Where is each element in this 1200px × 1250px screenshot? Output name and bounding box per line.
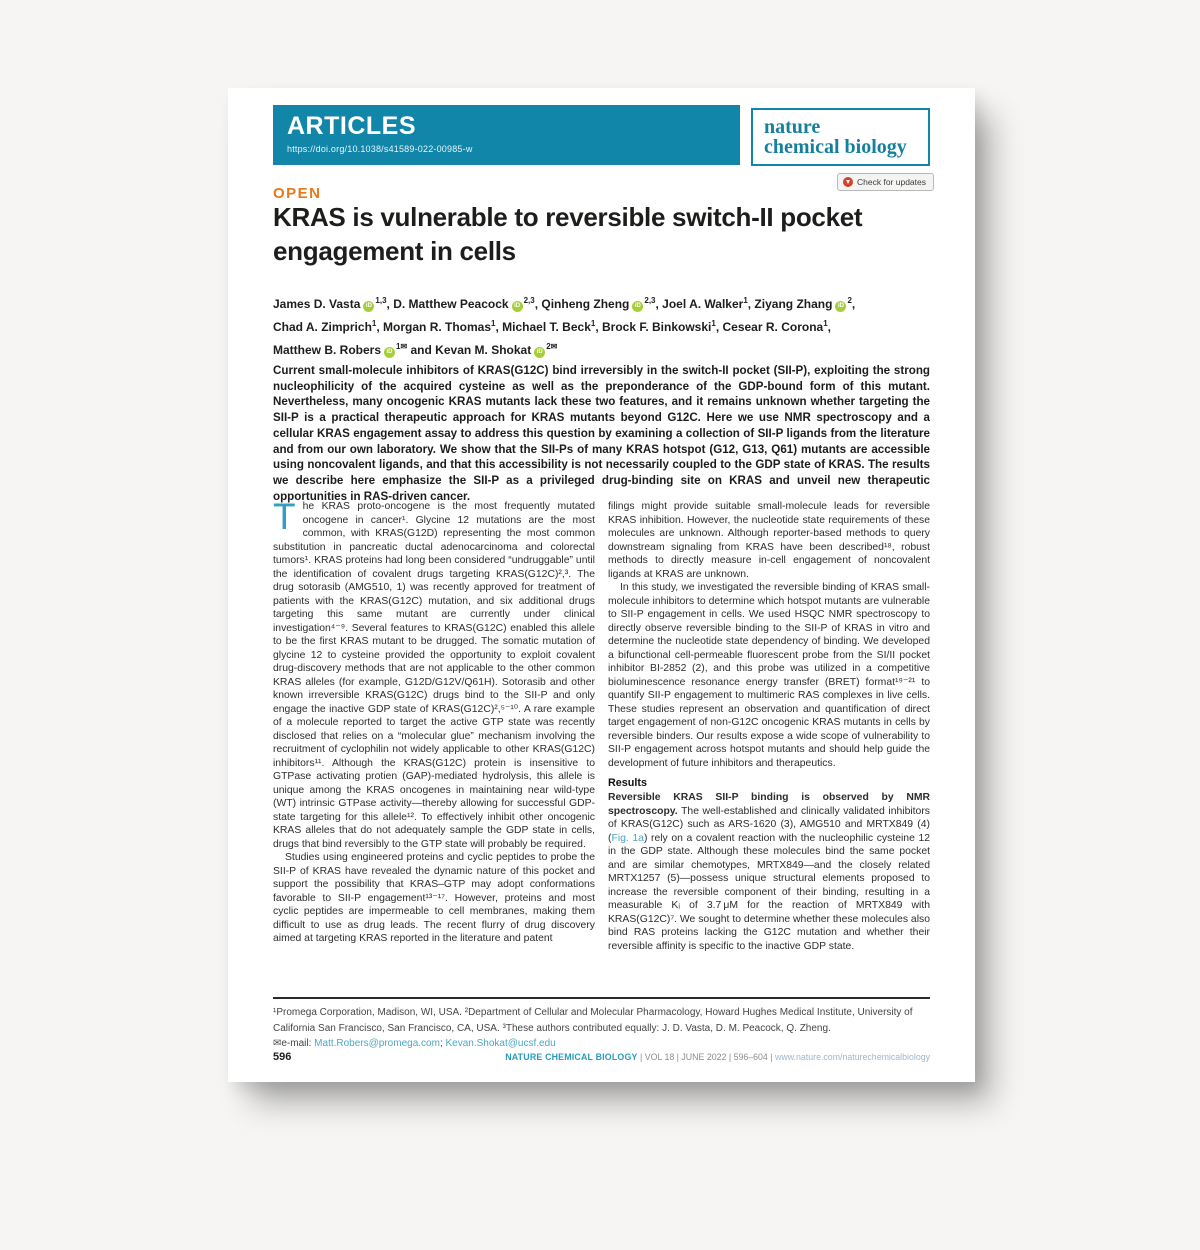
article-page bbox=[228, 88, 975, 1082]
author-name-text: , Brock F. Binkowski bbox=[595, 320, 712, 334]
drop-cap: T bbox=[273, 500, 296, 537]
author-superscript: 1 bbox=[711, 319, 716, 328]
orcid-icon[interactable]: iD bbox=[363, 301, 374, 312]
check-for-updates-label: Check for updates bbox=[857, 177, 926, 187]
author-name-text: , Ziyang Zhang bbox=[747, 297, 833, 311]
author-name-text: Matthew B. Robers bbox=[273, 343, 382, 357]
footnote-divider bbox=[273, 997, 930, 999]
affiliations-text: ¹Promega Corporation, Madison, WI, USA. ²Department of Cellular and Molecular Pharmacology, Howard Hughes Medical Institute, University of California San Francisco, San Francisco, CA, USA. ³These authors contributed equally: J. D. Vasta, D. M. Peacock, Q. Zheng. bbox=[273, 1007, 913, 1034]
paragraph-results bbox=[608, 791, 930, 953]
body-column-right bbox=[608, 500, 930, 997]
figure-1a-link[interactable]: Fig. 1a bbox=[611, 832, 644, 844]
page-footer bbox=[273, 1051, 930, 1063]
paragraph-this-study: In this study, we investigated the reversible binding of KRAS small-molecule inhibitors to determine which hotspot mutants are vulnerable to SII-P engagement in cells. We used HSQC NMR spectroscopy to directly observe reversible binding to the SII-P of KRAS in vitro and determine the nucleotide state dependency of binding. We developed a bifunctional cell-permeable fluorescent probe from the SI/II pocket inhibitor BI-2852 (2), and this probe was utilized in a competitive bioluminescence resonance energy transfer (BRET) format¹⁹⁻²¹ to quantify SII-P engagement to multimeric RAS complexes in live cells. These studies represent an observation and quantification of direct target engagement of non-G12C oncogenic KRAS mutants in cells by reversible binders. Our results expose a wide scope of vulnerability to SII-P engagement across hotspot mutants and should help guide the development of future inhibitors and therapeutics. bbox=[608, 582, 930, 769]
author-name-text: , Cesear R. Corona bbox=[715, 320, 824, 334]
journal-logo bbox=[751, 108, 930, 166]
author-name-text: James D. Vasta bbox=[273, 297, 361, 311]
articles-label: ARTICLES bbox=[287, 112, 416, 140]
abstract-text: Current small-molecule inhibitors of KRAS(G12C) bind irreversibly in the switch-II pocket (SII-P), exploiting the strong nucleophilicity of the acquired cysteine as well as the preponderance of the GDP-bound form of this mutant. Nevertheless, many oncogenic KRAS mutants lack these two features, and it remains unknown whether targeting the SII-P is a practical therapeutic approach for KRAS mutants beyond G12C. Here we use NMR spectroscopy and a cellular KRAS engagement assay to address this question by examining a collection of SII-P ligands from the literature and from our own laboratory. We show that the SII-Ps of many KRAS hotspot (G12, G13, Q61) mutants are accessible using noncovalent ligands, and that this accessibility is not necessarily coupled to the GDP state of KRAS. The results we describe here emphasize the SII-P as a privileged drug-binding site on KRAS and unveil new therapeutic opportunities in RAS-driven cancer. bbox=[273, 364, 930, 503]
footer-journal-url[interactable]: www.nature.com/naturechemicalbiology bbox=[775, 1052, 930, 1062]
author-name-text: , Michael T. Beck bbox=[495, 320, 591, 334]
footer-journal-name: NATURE CHEMICAL BIOLOGY bbox=[505, 1052, 638, 1062]
journal-logo-line1: nature bbox=[764, 116, 821, 138]
affiliations-block bbox=[273, 1005, 930, 1052]
author-name-text: , D. Matthew Peacock bbox=[386, 297, 509, 311]
page-number: 596 bbox=[273, 1051, 292, 1063]
orcid-icon[interactable]: iD bbox=[534, 347, 545, 358]
paragraph-intro bbox=[273, 500, 595, 851]
crossmark-icon bbox=[843, 177, 853, 187]
author-line bbox=[273, 314, 930, 337]
page-title: KRAS is vulnerable to reversible switch-II pocket engagement in cells bbox=[273, 202, 863, 266]
paragraph-results-text-b: ) rely on a covalent reaction with the nucleophilic cysteine 12 in the GDP state. Although these molecules bind the same pocket and are similar chemotypes, MRTX849—and the closely related MRTX1257 (5)—possess unique structural elements proposed to increase the reversible component of their binding, resulting in a measurable Kᵢ of 3.7 μM for the reaction of MRTX849 with KRAS(G12C)⁷. We sought to determine whether these molecules also bind RAS proteins lacking the G12C mutation and whether their reversible affinity is specific to the inactive GDP state. bbox=[608, 832, 930, 952]
journal-logo-line2: chemical biology bbox=[764, 136, 907, 158]
author-superscript: 1,3 bbox=[375, 296, 387, 305]
author-superscript: 1 bbox=[743, 296, 748, 305]
author-superscript: 2 bbox=[847, 296, 852, 305]
author-superscript: 2 bbox=[546, 342, 551, 351]
email-separator: ; bbox=[439, 1038, 446, 1049]
orcid-icon[interactable]: iD bbox=[512, 301, 523, 312]
author-name-text: , Morgan R. Thomas bbox=[376, 320, 492, 334]
author-superscript: 1 bbox=[823, 319, 828, 328]
author-superscript: 1 bbox=[371, 319, 377, 328]
body-columns bbox=[273, 500, 930, 997]
author-superscript: 1 bbox=[491, 319, 496, 328]
author-superscript: 2,3 bbox=[644, 296, 656, 305]
author-name-text: , Qinheng Zheng bbox=[534, 297, 630, 311]
author-line bbox=[273, 291, 930, 314]
email-icon[interactable]: ✉ bbox=[400, 342, 408, 351]
email-label: ✉e-mail: bbox=[273, 1038, 315, 1049]
email-link-shokat[interactable]: Kevan.Shokat@ucsf.edu bbox=[445, 1038, 556, 1049]
email-icon[interactable]: ✉ bbox=[550, 342, 558, 351]
author-name-text: , bbox=[827, 320, 831, 334]
footer-volume-info: | VOL 18 | JUNE 2022 | 596–604 | bbox=[637, 1052, 775, 1062]
articles-banner bbox=[273, 105, 740, 165]
author-superscript: 1 bbox=[396, 342, 401, 351]
author-line bbox=[273, 337, 930, 360]
author-name-text: , bbox=[851, 297, 856, 311]
check-for-updates-button[interactable] bbox=[837, 173, 934, 191]
orcid-icon[interactable]: iD bbox=[835, 301, 846, 312]
results-subheading: Reversible KRAS SII-P binding is observed by NMR spectroscopy. bbox=[608, 792, 930, 817]
body-column-left bbox=[273, 500, 595, 997]
orcid-icon[interactable]: iD bbox=[384, 347, 395, 358]
author-name-text: Chad A. Zimprich bbox=[273, 320, 372, 334]
author-superscript: 2,3 bbox=[523, 296, 535, 305]
paragraph-results-text-a: The well-established and clinically validated inhibitors of KRAS(G12C) such as ARS-1620 (3), AMG510 and MRTX849 (4) ( bbox=[608, 805, 930, 844]
author-list bbox=[273, 291, 930, 360]
results-heading: Results bbox=[608, 777, 648, 789]
doi-link[interactable]: https://doi.org/10.1038/s41589-022-00985-w bbox=[287, 144, 473, 154]
paragraph-intro-text: he KRAS proto-oncogene is the most frequently mutated oncogene in cancer¹. Glycine 12 mutations are the most common, with KRAS(G12D) representing the most common substitution in pancreatic ductal adenocarcinoma and colorectal tumors¹. KRAS proteins had long been considered “undruggable” until the identification of covalent drugs targeting KRAS(G12C)²,³. The drug sotorasib (AMG510, 1) was recently approved for treatment of patients with the KRAS(G12C) mutation, and six additional drugs targeting this same mutant are currently under clinical investigation⁴⁻⁹. Several features to KRAS(G12C) enabled this allele to be the first KRAS mutant to be drugged. The somatic mutation of glycine 12 to cysteine provided the opportunity to exploit covalent drug-discovery methods that are not applicable to the other common KRAS alleles (for example, G12D/G12V/Q61H). Sotorasib and other known irreversible KRAS(G12C) drugs bind to the SII-P and only engage the inactive GDP state of KRAS(G12C)²,⁵⁻¹⁰. A rare example of a molecule reported to target the active GTP state was recently disclosed that relies on a “molecular glue” mechanism involving the recruitment of cyclophilin not widely applicable to other KRAS(G12C) inhibitors¹¹. Although the KRAS(G12C) protein is insensitive to GTPase activating protien (GAP)-mediated hydrolysis, this allele is unique among the KRAS oncogenes in maintaining near wild-type (WT) intrinsic GTPase activity—thereby allowing for successful GDP-state targeting for this allele¹². To effectively inhibit other oncogenic KRAS alleles that do not adequately sample the GDP state in cells, drugs that bind reversibly to the GTP state will probably be required. bbox=[273, 501, 595, 850]
author-superscript: 1 bbox=[590, 319, 596, 328]
author-name-text: and Kevan M. Shokat bbox=[407, 343, 532, 357]
email-link-robers[interactable]: Matt.Robers@promega.com bbox=[314, 1038, 440, 1049]
open-access-label: OPEN bbox=[273, 185, 322, 202]
footer-citation bbox=[505, 1052, 930, 1062]
orcid-icon[interactable]: iD bbox=[632, 301, 643, 312]
paragraph-studies: Studies using engineered proteins and cyclic peptides to probe the SII-P of KRAS have revealed the dynamic nature of this pocket and support the possibility that KRAS–GTP may adopt conformations favorable to SII-P engagement¹³⁻¹⁷. However, proteins and most cyclic peptides are impermeable to cell membranes, making them difficult to use as drug leads. The recent flurry of drug discovery aimed at targeting KRAS reported in the literature and patent bbox=[273, 852, 595, 944]
author-name-text: , Joel A. Walker bbox=[655, 297, 744, 311]
paragraph-filings: filings might provide suitable small-molecule leads for reversible KRAS inhibition. However, the nucleotide state requirements of these molecules are unknown. Although reporter-based methods to query downstream signaling from KRAS have been described¹⁸, robust methods to directly measure in-cell engagement of noncovalent ligands at KRAS are unknown. bbox=[608, 501, 930, 580]
